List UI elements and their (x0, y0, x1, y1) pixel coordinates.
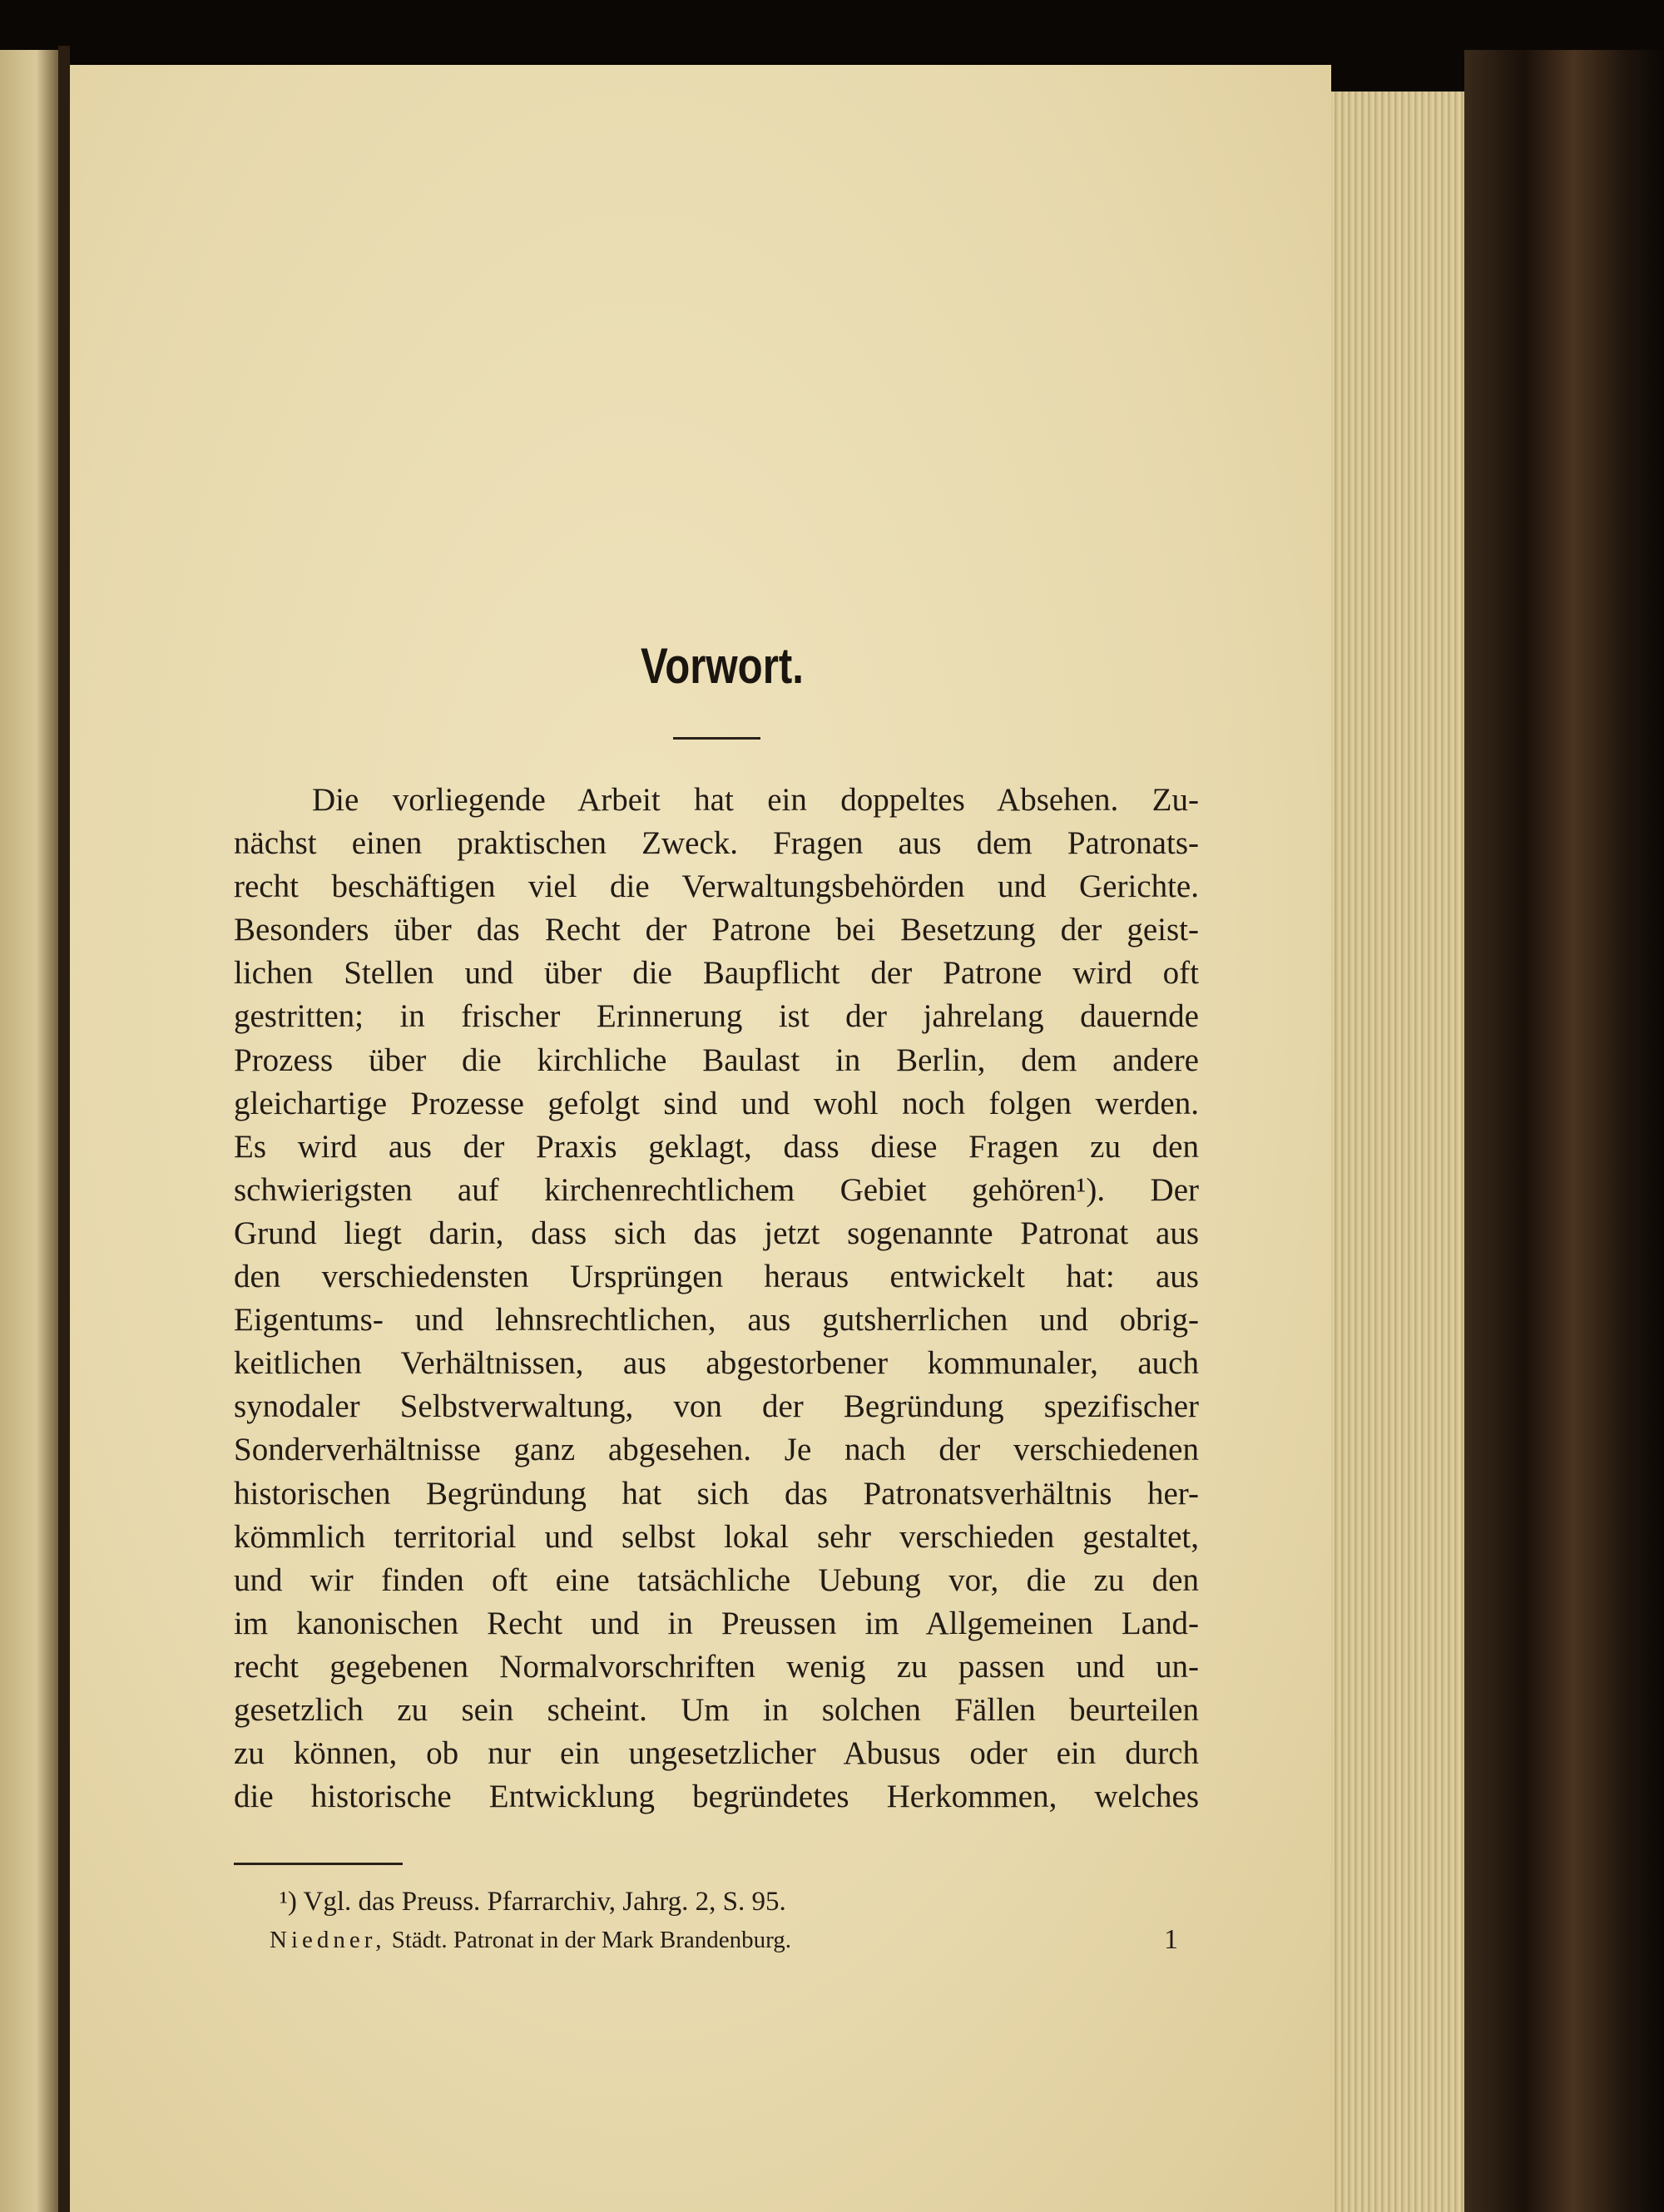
page-stack-edges (1331, 92, 1464, 2212)
signature-line (270, 1922, 1178, 1958)
signature-title: Städt. Patronat in der Mark Brandenburg. (385, 1927, 792, 1953)
book-page (70, 65, 1331, 2212)
footnote-rule (234, 1863, 403, 1865)
book-gutter (58, 46, 70, 2212)
body-line: Es wird aus der Praxis geklagt, dass diese Fragen zu den (234, 1128, 1199, 1165)
body-line: schwierigsten auf kirchenrechtlichem Gebiet gehören¹). Der (234, 1171, 1199, 1208)
body-line: historischen Begründung hat sich das Patronatsverhältnis her- (234, 1475, 1199, 1512)
body-line: Grund liegt darin, dass sich das jetzt sogenannte Patronat aus (234, 1215, 1199, 1251)
body-line: kömmlich territorial und selbst lokal sehr verschieden gestaltet, (234, 1518, 1199, 1555)
body-line: Eigentums- und lehnsrechtlichen, aus gutsherrlichen und obrig- (234, 1302, 1199, 1339)
page-title: Vorwort. (641, 638, 804, 694)
signature-author: Niedner, (270, 1927, 386, 1953)
body-line: im kanonischen Recht und in Preussen im Allgemeinen Land- (234, 1605, 1199, 1641)
footnote: ¹) Vgl. das Preuss. Pfarrarchiv, Jahrg. 2, S. 95. (280, 1887, 786, 1917)
title-rule (673, 737, 760, 740)
body-line: Prozess über die kirchliche Baulast in Berlin, dem andere (234, 1042, 1199, 1078)
body-line: keitlichen Verhältnissen, aus abgestorbener kommunaler, auch (234, 1345, 1199, 1382)
body-line: Die vorliegende Arbeit hat ein doppeltes Absehen. Zu- (312, 782, 1199, 818)
body-line: und wir finden oft eine tatsächliche Uebung vor, die zu den (234, 1561, 1199, 1598)
body-line: Sonderverhältnisse ganz abgesehen. Je nach der verschiedenen (234, 1432, 1199, 1468)
body-line: gestritten; in frischer Erinnerung ist der jahrelang dauernde (234, 998, 1199, 1035)
body-line: recht beschäftigen viel die Verwaltungsbehörden und Gerichte. (234, 868, 1199, 905)
book-cover-edge (1464, 50, 1664, 2212)
body-line: zu können, ob nur ein ungesetzlicher Abusus oder ein durch (234, 1735, 1199, 1772)
body-line: die historische Entwicklung begründetes Herkommen, welches (234, 1779, 1199, 1815)
signature-text (270, 1922, 791, 1958)
body-line: synodaler Selbstverwaltung, von der Begründung spezifischer (234, 1388, 1199, 1425)
body-line: gesetzlich zu sein scheint. Um in solchen Fällen beurteilen (234, 1691, 1199, 1728)
body-line: recht gegebenen Normalvorschriften wenig zu passen und un- (234, 1648, 1199, 1685)
body-line: den verschiedensten Ursprüngen heraus entwickelt hat: aus (234, 1259, 1199, 1295)
page-number: 1 (1164, 1924, 1178, 1955)
body-line: gleichartige Prozesse gefolgt sind und wohl noch folgen werden. (234, 1085, 1199, 1121)
body-line: lichen Stellen und über die Baupflicht der Patrone wird oft (234, 955, 1199, 992)
body-line: Besonders über das Recht der Patrone bei Besetzung der geist- (234, 912, 1199, 948)
left-page-edge (0, 50, 60, 2212)
body-line: nächst einen praktischen Zweck. Fragen aus dem Patronats- (234, 825, 1199, 862)
body-text (234, 779, 1199, 1819)
